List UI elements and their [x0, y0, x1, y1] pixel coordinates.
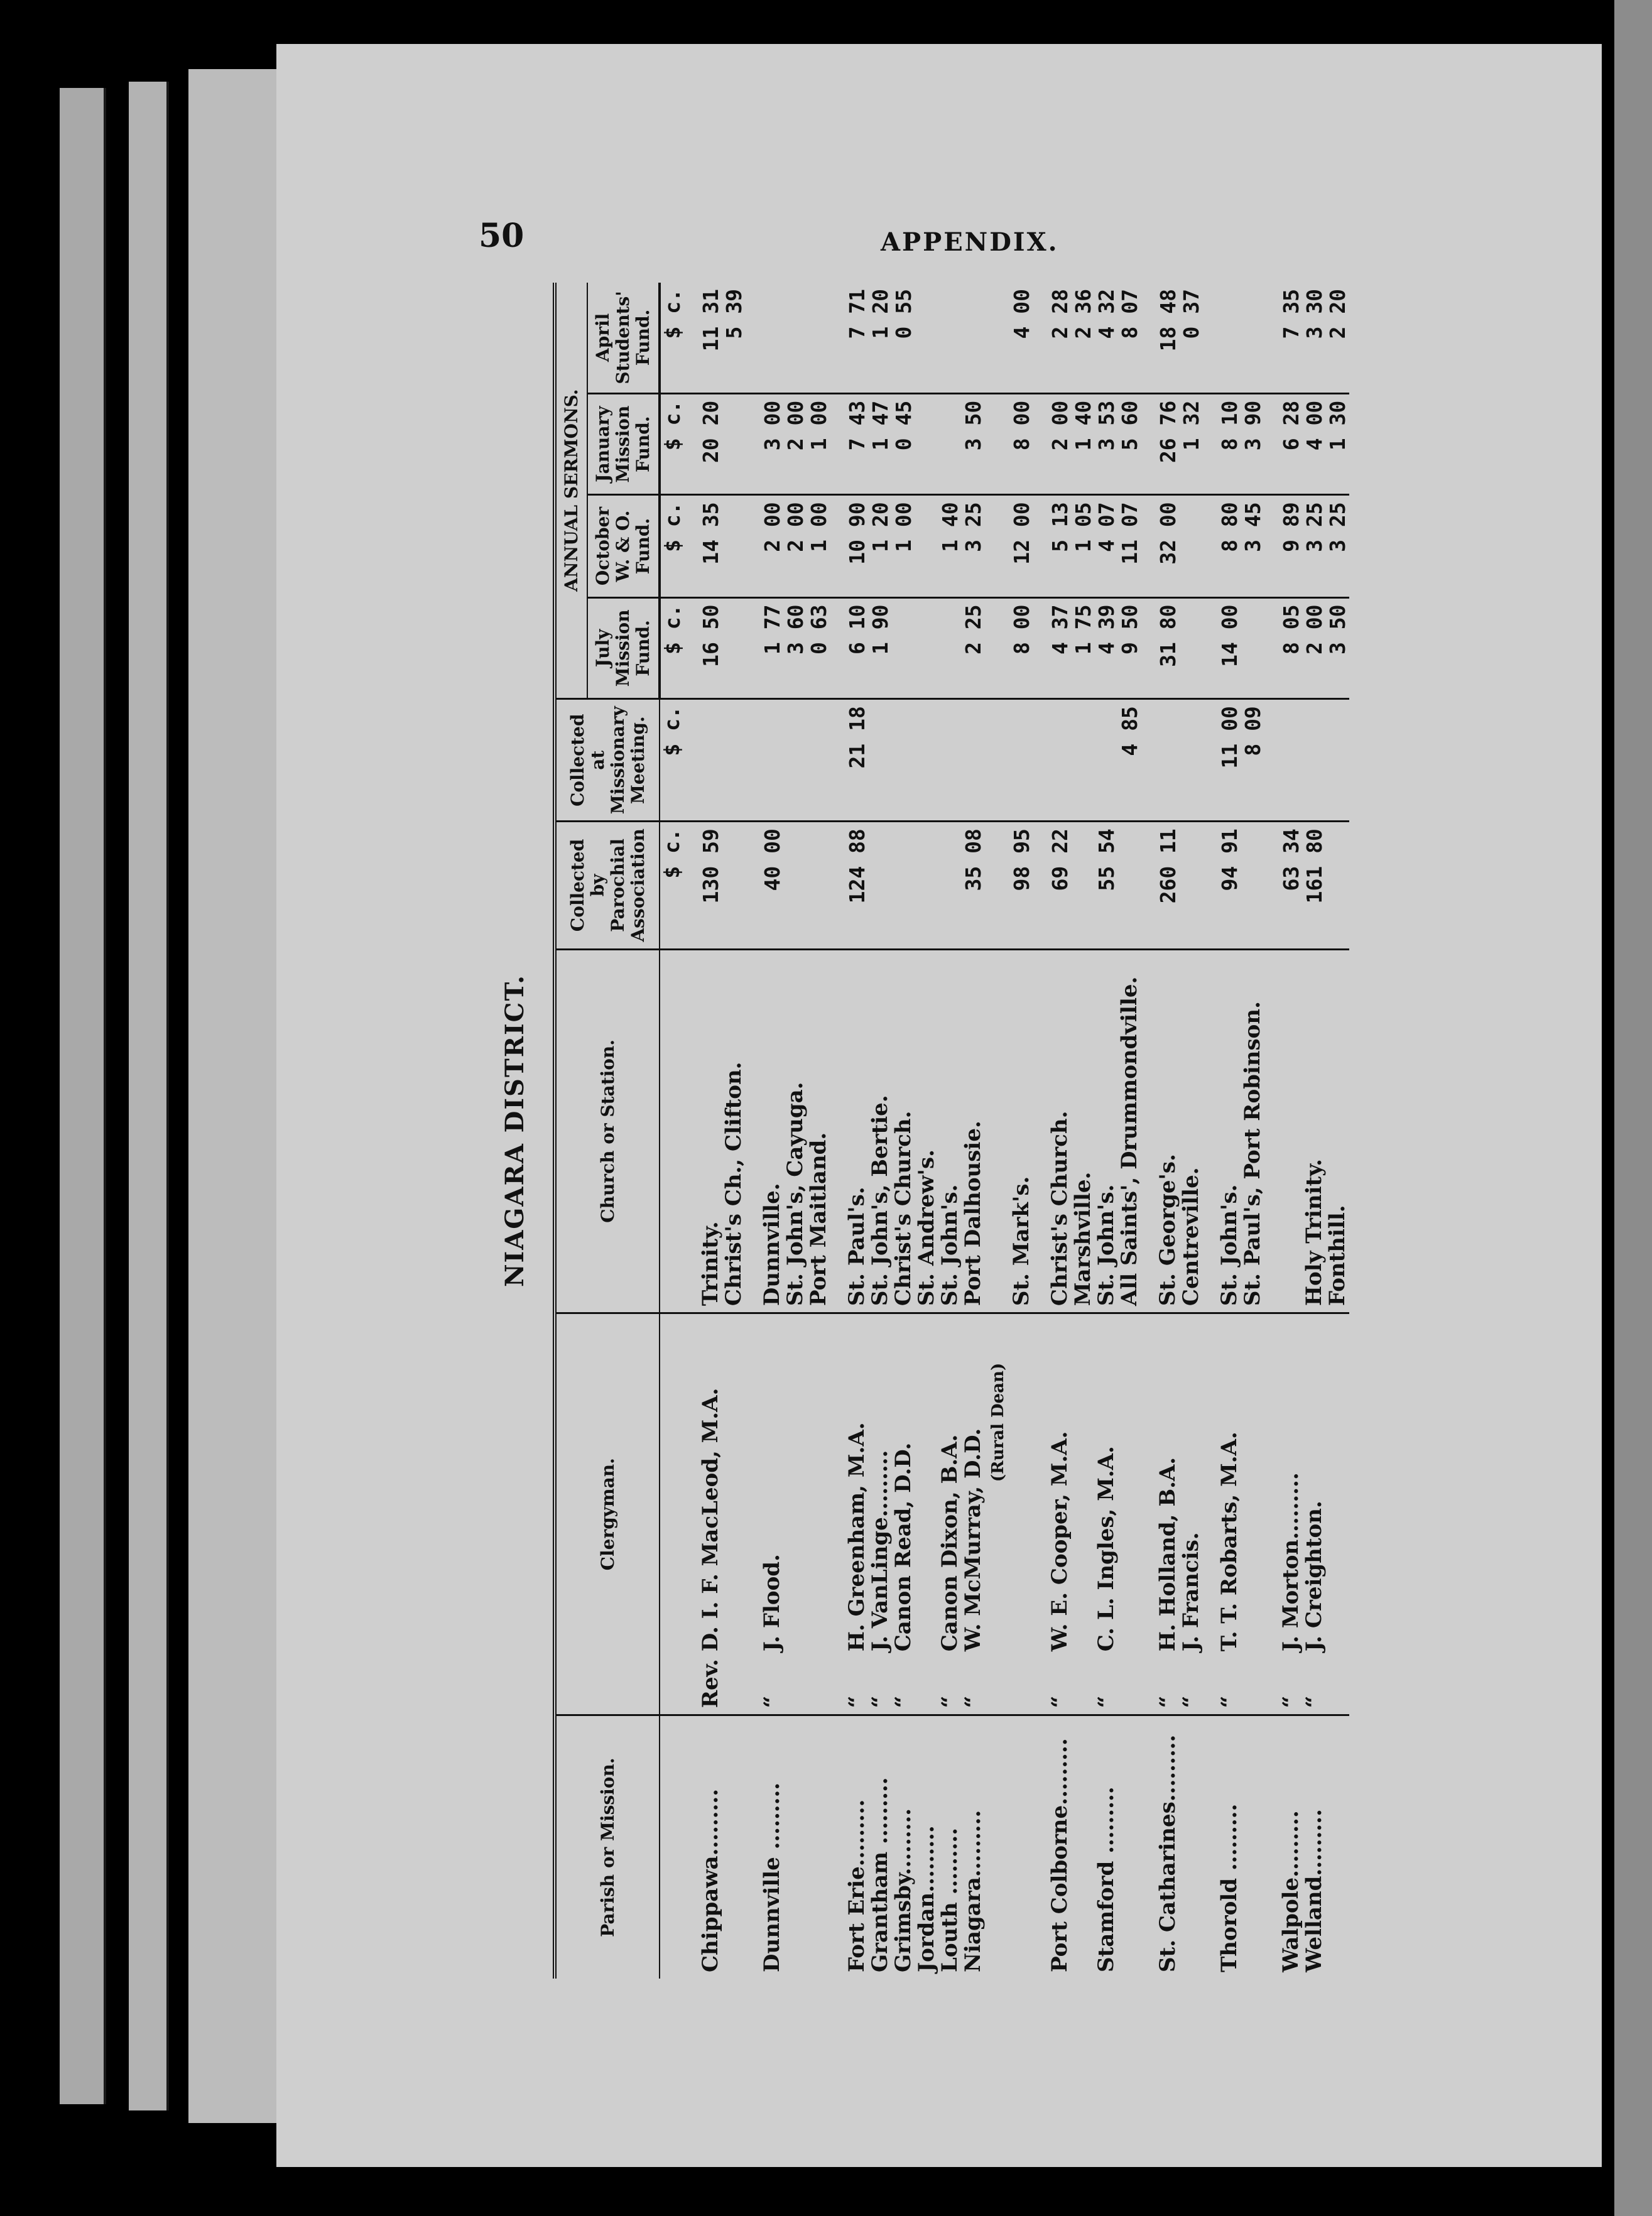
parish-name: Jordan......... — [914, 1825, 939, 1972]
missionary-amount — [1095, 699, 1118, 822]
april-amount: 5 39 — [722, 283, 746, 393]
running-head: APPENDIX. — [881, 227, 1059, 257]
october-amount: 3 25 — [1303, 495, 1326, 597]
church-name: St. John's. — [1095, 949, 1118, 1313]
header-church: Church or Station. — [555, 949, 660, 1313]
church-name: Fonthill. — [1326, 949, 1349, 1313]
clergy-name: J. Francis. — [1178, 1532, 1204, 1652]
table-row — [938, 283, 962, 1979]
april-amount: 2 36 — [1072, 283, 1095, 393]
clergy-title: Rev. — [698, 1659, 723, 1708]
april-amount — [962, 283, 985, 393]
clergy-name: J. VanLinge......... — [867, 1450, 893, 1652]
church-name: St. George's. — [1141, 949, 1180, 1313]
table-row — [962, 283, 985, 1979]
clergy-name: Canon Read, D.D. — [891, 1442, 916, 1652]
july-amount: 8 05 — [1264, 597, 1303, 699]
table-row — [1072, 283, 1095, 1979]
april-amount: 2 28 — [1033, 283, 1072, 393]
table-row — [807, 283, 830, 1979]
header-october: October W. & O. Fund. — [587, 495, 660, 597]
october-amount: 1 00 — [892, 495, 915, 597]
parochial-amount — [784, 822, 807, 949]
parochial-amount: 55 54 — [1095, 822, 1118, 949]
missionary-amount — [1010, 699, 1033, 822]
january-amount — [938, 393, 962, 495]
missionary-amount — [1072, 699, 1095, 822]
clergyman-name — [746, 1313, 784, 1715]
page-edge — [188, 69, 279, 2123]
october-amount: 1 05 — [1072, 495, 1095, 597]
july-amount: 8 00 — [1010, 597, 1033, 699]
parish-name — [1241, 1715, 1264, 1979]
april-amount — [938, 283, 962, 393]
clergy-name: H. Greenham, M.A. — [844, 1422, 869, 1652]
header-missionary: Collected at Missionary Meeting. — [555, 699, 660, 822]
october-amount: 10 90 — [830, 495, 869, 597]
clergyman-name — [869, 1313, 892, 1715]
currency-label: $ c. — [660, 699, 684, 822]
parish-name — [1072, 1715, 1095, 1979]
april-amount: 2 20 — [1326, 283, 1349, 393]
october-amount: 1 20 — [869, 495, 892, 597]
district-title: NIAGARA DISTRICT. — [500, 974, 530, 1288]
missionary-amount — [1326, 699, 1349, 822]
october-amount: 9 89 — [1264, 495, 1303, 597]
table-row — [1118, 283, 1141, 1979]
table-row — [985, 283, 1010, 1979]
january-amount — [915, 393, 938, 495]
currency-label: $ c. — [660, 393, 684, 495]
january-amount: 8 10 — [1203, 393, 1241, 495]
parish-name: Dunnville ......... — [759, 1782, 785, 1972]
july-amount: 2 25 — [962, 597, 985, 699]
church-name: Christ's Church. — [892, 949, 915, 1313]
parochial-amount — [1326, 822, 1349, 949]
table-row — [684, 283, 722, 1979]
parochial-amount — [915, 822, 938, 949]
missionary-amount — [962, 699, 985, 822]
january-amount: 3 50 — [962, 393, 985, 495]
october-amount: 2 00 — [784, 495, 807, 597]
missionary-amount — [746, 699, 784, 822]
parish-name: Walpole......... — [1278, 1810, 1303, 1972]
july-amount: 16 50 — [684, 597, 722, 699]
clergyman-name — [1118, 1313, 1141, 1715]
missionary-amount — [722, 699, 746, 822]
church-name: Holy Trinity. — [1303, 949, 1326, 1313]
missionary-amount — [1180, 699, 1203, 822]
church-name: St. Paul's, Port Robinson. — [1241, 949, 1264, 1313]
parochial-amount: 63 34 — [1264, 822, 1303, 949]
april-amount — [807, 283, 830, 393]
april-amount — [1203, 283, 1241, 393]
currency-label: $ c. — [660, 283, 684, 393]
clergy-name: J. Morton......... — [1278, 1472, 1303, 1652]
parochial-amount: 69 22 — [1033, 822, 1072, 949]
clergyman-name — [1326, 1313, 1349, 1715]
july-amount: 3 50 — [1326, 597, 1349, 699]
table-row — [1303, 283, 1326, 1979]
scan-border — [1614, 0, 1652, 2216]
header-january: January Mission Fund. — [587, 393, 660, 495]
july-amount: 2 00 — [1303, 597, 1326, 699]
parish-name: Thorold ......... — [1217, 1803, 1242, 1972]
october-amount — [915, 495, 938, 597]
missionary-amount — [1141, 699, 1180, 822]
parish-name: Stamford ......... — [1094, 1786, 1119, 1972]
october-amount: 5 13 — [1033, 495, 1072, 597]
parish-name: Niagara......... — [960, 1810, 986, 1972]
clergy-title: “ — [1278, 1695, 1303, 1708]
missionary-amount — [684, 699, 722, 822]
january-amount: 4 00 — [1303, 393, 1326, 495]
july-amount — [1241, 597, 1264, 699]
clergy-title: “ — [867, 1695, 893, 1708]
parochial-amount — [1072, 822, 1095, 949]
header-annual-sermons: ANNUAL SERMONS. — [555, 283, 587, 699]
table-row — [1241, 283, 1264, 1979]
missionary-amount: 11 00 — [1203, 699, 1241, 822]
parochial-amount: 130 59 — [684, 822, 722, 949]
parochial-amount: 124 88 — [830, 822, 869, 949]
july-amount: 14 00 — [1203, 597, 1241, 699]
table-row — [722, 283, 746, 1979]
parochial-amount: 94 91 — [1203, 822, 1241, 949]
church-name: Christ's Ch., Clifton. — [722, 949, 746, 1313]
april-amount: 8 07 — [1118, 283, 1141, 393]
missionary-amount — [1303, 699, 1326, 822]
clergyman-name — [1264, 1313, 1303, 1715]
october-amount: 1 40 — [938, 495, 962, 597]
july-amount: 6 10 — [830, 597, 869, 699]
table-row — [1010, 283, 1033, 1979]
parish-name: Chippawa......... — [698, 1788, 723, 1972]
missionary-amount — [784, 699, 807, 822]
april-amount — [1241, 283, 1264, 393]
parochial-amount — [892, 822, 915, 949]
clergyman-name — [892, 1313, 915, 1715]
april-amount: 0 55 — [892, 283, 915, 393]
july-amount — [892, 597, 915, 699]
clergyman-name — [938, 1313, 962, 1715]
parochial-amount — [869, 822, 892, 949]
april-amount: 3 30 — [1303, 283, 1326, 393]
january-amount: 1 00 — [807, 393, 830, 495]
header-parochial: Collected by Parochial Association — [555, 822, 660, 949]
october-amount: 2 00 — [746, 495, 784, 597]
october-amount: 4 07 — [1095, 495, 1118, 597]
parochial-amount — [938, 822, 962, 949]
july-amount — [1180, 597, 1203, 699]
table-row — [1326, 283, 1349, 1979]
clergy-title: “ — [891, 1695, 916, 1708]
october-amount: 3 45 — [1241, 495, 1264, 597]
july-amount: 1 75 — [1072, 597, 1095, 699]
missionary-amount — [915, 699, 938, 822]
april-amount: 1 20 — [869, 283, 892, 393]
clergy-title: “ — [937, 1695, 962, 1708]
parish-name — [1010, 1715, 1033, 1979]
july-amount — [915, 597, 938, 699]
parochial-amount: 40 00 — [746, 822, 784, 949]
missionary-amount — [807, 699, 830, 822]
missionary-amount — [1264, 699, 1303, 822]
parish-name: St. Catharines......... — [1155, 1734, 1180, 1972]
page-number: 50 — [479, 217, 524, 255]
currency-label: $ c. — [660, 495, 684, 597]
january-amount: 5 60 — [1118, 393, 1141, 495]
table-row — [830, 283, 869, 1979]
table-body — [684, 283, 1349, 1979]
october-amount: 8 80 — [1203, 495, 1241, 597]
table-row — [1264, 283, 1303, 1979]
parochial-amount: 161 80 — [1303, 822, 1326, 949]
clergyman-name — [1203, 1313, 1241, 1715]
clergyman-name — [1241, 1313, 1264, 1715]
clergy-title: “ — [1178, 1695, 1204, 1708]
april-amount: 18 48 — [1141, 283, 1180, 393]
parochial-amount: 98 95 — [1010, 822, 1033, 949]
january-amount: 8 00 — [1010, 393, 1033, 495]
january-amount: 1 47 — [869, 393, 892, 495]
clergy-title: “ — [759, 1695, 785, 1708]
january-amount: 0 45 — [892, 393, 915, 495]
clergyman-name — [1095, 1313, 1118, 1715]
clergy-name: J. Flood. — [759, 1554, 785, 1652]
clergy-title: “ — [1301, 1695, 1327, 1708]
parish-name: Port Colborne......... — [1047, 1738, 1072, 1972]
parochial-amount: 260 11 — [1141, 822, 1180, 949]
october-amount: 14 35 — [684, 495, 722, 597]
parish-name: Grantham ......... — [867, 1777, 893, 1972]
missionary-amount: 8 09 — [1241, 699, 1264, 822]
missionary-amount: 21 18 — [830, 699, 869, 822]
july-amount: 4 39 — [1095, 597, 1118, 699]
clergyman-name — [684, 1313, 722, 1715]
clergyman-name — [722, 1313, 746, 1715]
church-name: Dunnville. — [746, 949, 784, 1313]
table-row — [1095, 283, 1118, 1979]
april-amount — [915, 283, 938, 393]
church-name: St. Paul's. — [830, 949, 869, 1313]
church-name: St. Mark's. — [1010, 949, 1033, 1313]
clergyman-name — [784, 1313, 807, 1715]
clergyman-name — [1180, 1313, 1203, 1715]
april-amount: 0 37 — [1180, 283, 1203, 393]
october-amount: 32 00 — [1141, 495, 1180, 597]
parish-name: Welland......... — [1301, 1809, 1327, 1972]
clergyman-name — [830, 1313, 869, 1715]
table-row — [892, 283, 915, 1979]
parochial-amount — [1241, 822, 1264, 949]
july-amount: 1 90 — [869, 597, 892, 699]
currency-label: $ c. — [660, 822, 684, 949]
april-amount: 7 35 — [1264, 283, 1303, 393]
parish-name: Fort Erie......... — [844, 1799, 869, 1972]
october-amount: 1 00 — [807, 495, 830, 597]
table-row — [869, 283, 892, 1979]
january-amount: 2 00 — [784, 393, 807, 495]
july-amount — [722, 597, 746, 699]
october-amount — [722, 495, 746, 597]
parish-name — [1180, 1715, 1203, 1979]
january-amount: 2 00 — [1033, 393, 1072, 495]
april-amount: 7 71 — [830, 283, 869, 393]
table-row — [1180, 283, 1203, 1979]
missionary-amount — [892, 699, 915, 822]
church-name: St. John's, Cayuga. — [784, 949, 807, 1313]
january-amount: 6 28 — [1264, 393, 1303, 495]
table-row — [1033, 283, 1072, 1979]
church-name: Christ's Church. — [1033, 949, 1072, 1313]
clergy-title: “ — [1217, 1695, 1242, 1708]
clergyman-name — [1033, 1313, 1072, 1715]
clergyman-name — [962, 1313, 985, 1715]
clergy-name: W. McMurray, D.D. — [960, 1428, 986, 1652]
church-name: Trinity. — [684, 949, 722, 1313]
clergyman-name — [1010, 1313, 1033, 1715]
clergyman-name — [1303, 1313, 1326, 1715]
church-name: Port Maitland. — [807, 949, 830, 1313]
october-amount: 11 07 — [1118, 495, 1141, 597]
clergy-name: H. Holland, B.A. — [1155, 1457, 1180, 1652]
church-name: St. John's, Bertie. — [869, 949, 892, 1313]
october-amount: 3 25 — [1326, 495, 1349, 597]
january-amount — [722, 393, 746, 495]
january-amount: 1 32 — [1180, 393, 1203, 495]
clergy-name: T. T. Robarts, M.A. — [1217, 1431, 1242, 1652]
april-amount: 4 32 — [1095, 283, 1118, 393]
table-row — [746, 283, 784, 1979]
july-amount: 31 80 — [1141, 597, 1180, 699]
missionary-amount: 4 85 — [1118, 699, 1141, 822]
october-amount: 12 00 — [1010, 495, 1033, 597]
header-parish: Parish or Mission. — [555, 1715, 660, 1979]
july-amount — [938, 597, 962, 699]
parochial-amount — [1118, 822, 1141, 949]
missionary-amount — [869, 699, 892, 822]
january-amount: 3 53 — [1095, 393, 1118, 495]
church-name — [1264, 949, 1303, 1313]
missionary-amount — [938, 699, 962, 822]
church-name: Marshville. — [1072, 949, 1095, 1313]
clergy-name: W. E. Cooper, M.A. — [1047, 1431, 1072, 1652]
clergy-name: Canon Dixon, B.A. — [937, 1434, 962, 1652]
missionary-amount — [1033, 699, 1072, 822]
clergyman-name — [1072, 1313, 1095, 1715]
april-amount: 4 00 — [1010, 283, 1033, 393]
table-row — [1141, 283, 1180, 1979]
clergy-title: “ — [960, 1695, 986, 1708]
parish-name — [1118, 1715, 1141, 1979]
clergy-title: “ — [844, 1695, 869, 1708]
church-name: St. Andrew's. — [915, 949, 938, 1313]
parish-name — [1326, 1715, 1349, 1979]
church-name: Port Dalhousie. — [962, 949, 985, 1313]
april-amount — [784, 283, 807, 393]
header-july: July Mission Fund. — [587, 597, 660, 699]
january-amount: 3 90 — [1241, 393, 1264, 495]
table-row — [784, 283, 807, 1979]
currency-label: $ c. — [660, 597, 684, 699]
july-amount: 1 77 — [746, 597, 784, 699]
header-clergyman: Clergyman. — [555, 1313, 660, 1715]
october-amount — [1180, 495, 1203, 597]
parish-name — [722, 1715, 746, 1979]
july-amount: 3 60 — [784, 597, 807, 699]
header-april: April Students' Fund. — [587, 283, 660, 393]
july-amount: 4 37 — [1033, 597, 1072, 699]
clergy-title: “ — [1155, 1695, 1180, 1708]
january-amount: 7 43 — [830, 393, 869, 495]
table-row — [915, 283, 938, 1979]
clergy-title: “ — [1094, 1695, 1119, 1708]
parochial-amount — [1180, 822, 1203, 949]
october-amount: 3 25 — [962, 495, 985, 597]
parochial-amount: 35 08 — [962, 822, 985, 949]
clergyman-name — [807, 1313, 830, 1715]
church-name: Centreville. — [1180, 949, 1203, 1313]
clergy-name: J. Creighton. — [1301, 1501, 1327, 1652]
church-name: St. John's. — [938, 949, 962, 1313]
january-amount: 3 00 — [746, 393, 784, 495]
clergy-title: “ — [1047, 1695, 1072, 1708]
page-edge — [129, 82, 169, 2110]
parish-name: Louth ......... — [937, 1827, 962, 1972]
rural-dean-note: (Rural Dean) — [989, 1362, 1008, 1482]
january-amount: 1 40 — [1072, 393, 1095, 495]
april-amount — [746, 283, 784, 393]
parish-name: Grimsby......... — [891, 1808, 916, 1972]
church-name: All Saints', Drummondville. — [1118, 949, 1141, 1313]
july-amount: 9 50 — [1118, 597, 1141, 699]
niagara-district-table — [553, 283, 1349, 1979]
parochial-amount — [807, 822, 830, 949]
church-name: St. John's. — [1203, 949, 1241, 1313]
parish-name — [807, 1715, 830, 1979]
parish-name — [784, 1715, 807, 1979]
january-amount: 1 30 — [1326, 393, 1349, 495]
page-edge — [60, 88, 106, 2104]
clergyman-name — [1141, 1313, 1180, 1715]
clergyman-name — [915, 1313, 938, 1715]
rotated-table-container — [496, 283, 1426, 1979]
clergy-name: D. I. F. MacLeod, M.A. — [698, 1388, 723, 1652]
april-amount: 11 31 — [684, 283, 722, 393]
july-amount: 0 63 — [807, 597, 830, 699]
table-row — [1203, 283, 1241, 1979]
parochial-amount — [722, 822, 746, 949]
clergy-name: C. L. Ingles, M.A. — [1094, 1446, 1119, 1652]
january-amount: 26 76 — [1141, 393, 1180, 495]
january-amount: 20 20 — [684, 393, 722, 495]
